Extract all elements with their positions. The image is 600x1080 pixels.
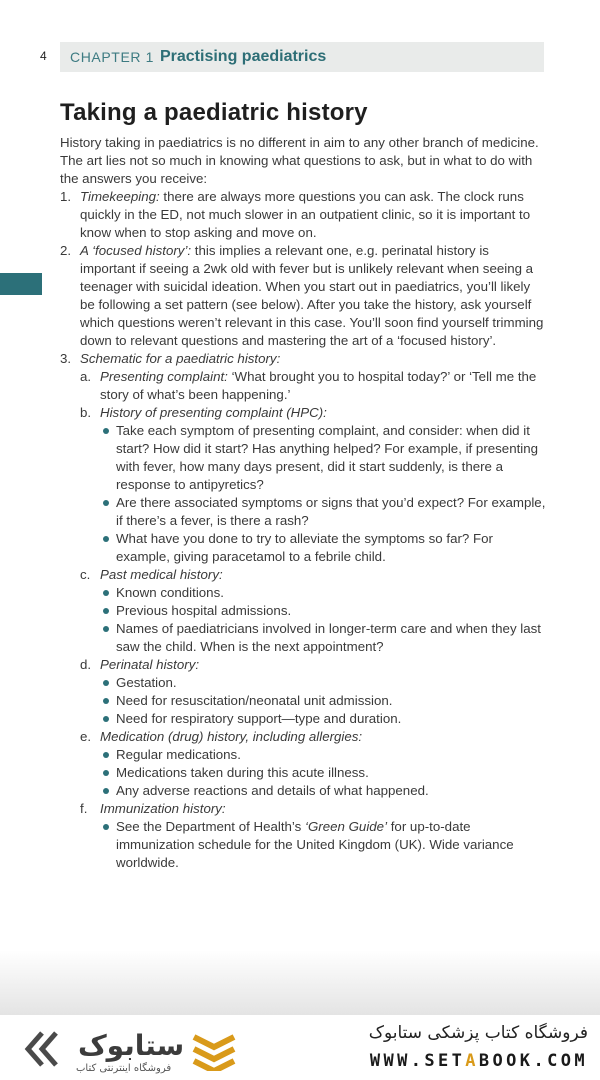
bullet-item: Names of paediatricians involved in longer-term care and when they last saw the child. When is the next appointment? <box>100 620 548 656</box>
bullet-item: Need for resuscitation/neonatal unit admission. <box>100 692 548 710</box>
watermark-footer <box>0 1015 600 1080</box>
bullet-item: Known conditions. <box>100 584 548 602</box>
bullet-item: Regular medications. <box>100 746 548 764</box>
schematic-list <box>80 368 548 872</box>
bullet-list <box>100 674 548 728</box>
logo-subtitle: فروشگاه اینترنتی کتاب <box>76 1063 172 1074</box>
item-label: History of presenting complaint (HPC): <box>100 405 327 420</box>
shop-name: فروشگاه کتاب پزشکی ستابوک <box>368 1023 588 1043</box>
url-part: WWW.SET <box>369 1051 466 1071</box>
schematic-item-immunization-history <box>80 800 548 872</box>
section-intro: History taking in paediatrics is no different in aim to any other branch of medicine. The art lies not so much in knowing what questions to ask, but in what to do with the answers you receive: <box>60 135 539 186</box>
section-title: Taking a paediatric history <box>60 99 368 126</box>
list-item <box>60 242 548 350</box>
setabook-logo <box>18 1023 243 1075</box>
chapter-title: Practising paediatrics <box>159 48 327 65</box>
bullet-list <box>100 746 548 800</box>
bullet-item <box>100 818 548 872</box>
bullet-text: for up-to-date immunization schedule for the United Kingdom (UK). Wide variance worldwide. <box>116 819 514 870</box>
schematic-item-medication-history <box>80 728 548 800</box>
book-stack-icon <box>190 1029 238 1071</box>
chapter-header <box>60 42 544 72</box>
bullet-item: Any adverse reactions and details of what happened. <box>100 782 548 800</box>
double-chevron-icon <box>18 1029 70 1069</box>
item-label: Perinatal history: <box>100 657 200 672</box>
item-letter: b. <box>80 405 92 420</box>
item-label: Presenting complaint: <box>100 369 228 384</box>
bullet-list <box>100 818 548 872</box>
url-part: BOOK.COM <box>478 1051 588 1071</box>
chapter-side-tab <box>0 273 42 295</box>
numbered-list <box>60 188 548 872</box>
item-label: Medication (drug) history, including allergies: <box>100 729 363 744</box>
bullet-item: Gestation. <box>100 674 548 692</box>
page-number: 4 <box>40 49 47 63</box>
bullet-item: Medications taken during this acute illness. <box>100 764 548 782</box>
item-number: 2. <box>60 243 72 258</box>
logo-text: ستابوک <box>78 1029 185 1062</box>
item-label: Immunization history: <box>100 801 226 816</box>
item-label: Schematic for a paediatric history: <box>80 351 281 366</box>
list-item <box>60 188 548 242</box>
bullet-item: Need for respiratory support—type and duration. <box>100 710 548 728</box>
bullet-item: What have you done to try to alleviate the symptoms so far? For example, giving paracetamol to a febrile child. <box>100 530 548 566</box>
bullet-item: Are there associated symptoms or signs that you’d expect? For example, if there’s a fever, is there a rash? <box>100 494 548 530</box>
page-content <box>60 98 548 872</box>
item-text: ‘What brought you to hospital today?’ or ‘Tell me the story of what’s been happening.’ <box>100 369 537 402</box>
item-number: 3. <box>60 351 72 366</box>
schematic-item-hpc <box>80 404 548 566</box>
schematic-item-perinatal-history <box>80 656 548 728</box>
item-text: there are always more questions you can ask. The clock runs quickly in the ED, not much slower in an outpatient clinic, so it is important to know when to stop asking and move on. <box>80 189 531 240</box>
item-letter: f. <box>80 801 88 816</box>
bullet-list <box>100 422 548 566</box>
item-text: this implies a relevant one, e.g. perinatal history is important if seeing a 2wk old with fever but is unlikely relevant when seeing a teenager with suicidal ideation. When you start out in paediatrics, you’ll likely be following a set pattern (see below). After you take the history, ask yourself which questions weren’t relevant in this case. You’ll soon find yourself trimming down to relevant questions and mastering the art of a ‘focused history’. <box>80 243 544 348</box>
item-label: A ‘focused history’: <box>80 243 192 258</box>
item-letter: d. <box>80 657 92 672</box>
list-item <box>60 350 548 872</box>
item-letter: c. <box>80 567 91 582</box>
item-number: 1. <box>60 189 72 204</box>
chapter-label: CHAPTER 1 <box>70 49 154 65</box>
schematic-item-past-medical-history <box>80 566 548 656</box>
page-bottom-shadow <box>0 950 600 1015</box>
url-accent-letter: A <box>465 1051 479 1071</box>
bullet-item: Previous hospital admissions. <box>100 602 548 620</box>
item-label: Past medical history: <box>100 567 223 582</box>
schematic-item-presenting-complaint <box>80 368 548 404</box>
item-letter: e. <box>80 729 92 744</box>
bullet-item: Take each symptom of presenting complaint, and consider: when did it start? How did it start? Has anything helped? For example, if presenting with fever, how many days present, did it start suddenly, is there a response to antipyretics? <box>100 422 548 494</box>
bullet-list <box>100 584 548 656</box>
item-label: Timekeeping: <box>80 189 160 204</box>
item-letter: a. <box>80 369 92 384</box>
green-guide-title: ‘Green Guide’ <box>304 819 388 834</box>
shop-url <box>370 1051 588 1071</box>
bullet-text: See the Department of Health’s <box>116 819 305 834</box>
